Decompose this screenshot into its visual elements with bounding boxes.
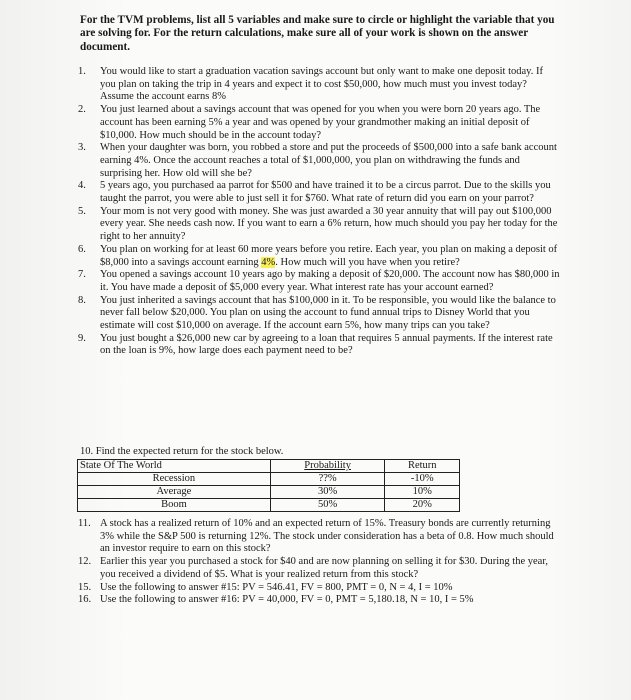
- question-text: You just inherited a savings account that has $100,000 in it. To be responsible, you would like the balance to never fall below $20,000. You plan on using the account to fund annual trips to Disney World that you estimate will cost $10,000 on average. If the account earn 5%, how many trips can you take?: [100, 294, 556, 332]
- table-row: [78, 486, 460, 499]
- column-header: Probability: [270, 460, 385, 473]
- table-cell: -10%: [385, 473, 460, 486]
- table-cell: 20%: [385, 499, 460, 512]
- question-text: 5 years ago, you purchased aa parrot for $500 and have trained it to be a circus parrot. Due to the skills you taught the parrot, you were able to just sell it for $760. What rate of return did you earn on your parrot?: [100, 180, 551, 205]
- question-number: 15.: [78, 581, 92, 593]
- question-number: 6.: [78, 243, 86, 255]
- question-text: When your daughter was born, you robbed a store and put the proceeds of $500,000 into a safe bank account earning 4%. Once the account reaches a total of $1,000,000, you plan on withdrawing the funds and surprising her. How old will she be?: [100, 142, 557, 179]
- table-row: [78, 499, 460, 512]
- instructions-heading: For the TVM problems, list all 5 variables and make sure to circle or highlight the variable that you are solving for. For the return calculations, make sure all of your work is shown on the answer document.: [80, 14, 555, 53]
- question-number: 3.: [78, 142, 86, 154]
- question-item: [78, 518, 560, 556]
- question-item: [78, 142, 560, 180]
- question-text: . How much will you have when you retire?: [275, 256, 460, 268]
- question-item: [78, 594, 560, 607]
- question-text: You plan on working for at least 60 more years before you retire. Each year, you plan on making a deposit of $8,000 into a savings account earning: [100, 243, 558, 268]
- question-text: A stock has a realized return of 10% and an expected return of 15%. Treasury bonds are currently returning 3% while the S&P 500 is returning 12%. The stock under consideration has a beta of 0.8. How much should an investor require to earn on this stock?: [100, 518, 554, 555]
- question-item: [78, 333, 560, 358]
- question-item: [78, 180, 560, 205]
- question-text: You opened a savings account 10 years ago by making a deposit of $20,000. The account now has $80,000 in it. You have made a deposit of $5,000 every year. What interest rate has your account earned?: [100, 269, 560, 293]
- question-number: 1.: [78, 66, 86, 77]
- stock-table-title: 10. Find the expected return for the stock below.: [80, 446, 284, 457]
- question-number: 8.: [78, 294, 86, 306]
- table-cell: 30%: [270, 486, 385, 499]
- question-list: [78, 66, 560, 358]
- stock-return-table: [77, 459, 460, 512]
- table-cell: Recession: [78, 473, 271, 486]
- table-cell: Boom: [78, 499, 271, 512]
- question-item: [78, 295, 560, 333]
- question-text: Earlier this year you purchased a stock for $40 and are now planning on selling it for $30. During the year, you received a dividend of $5. What is your realized return from this stock?: [100, 556, 549, 580]
- question-text: Your mom is not very good with money. She was just awarded a 30 year annuity that will pay out $100,000 every year. She needs cash now. If you want to earn a 6% return, how much should you pay her today for the right to her annuity?: [100, 205, 558, 243]
- question-text: You just learned about a savings account that was opened for you when you were born 20 years ago. The account has been earning 5% a year and was opened by your grandmother making an initial deposit of $10,000. How much should be in the account today?: [100, 104, 541, 141]
- question-text: Use the following to answer #16: PV = 40,000, FV = 0, PMT = 5,180.18, N = 10, I = 5%: [100, 594, 474, 606]
- question-item: [78, 269, 560, 294]
- question-list-continued: [78, 518, 560, 607]
- question-item: [78, 104, 560, 142]
- table-cell: Average: [78, 486, 271, 499]
- question-number: 12.: [78, 556, 92, 568]
- question-number: 2.: [78, 104, 86, 116]
- question-number: 11.: [78, 518, 91, 529]
- question-item: [78, 582, 560, 595]
- question-number: 7.: [78, 269, 86, 281]
- question-item: [78, 556, 560, 581]
- table-cell: ??%: [270, 473, 385, 486]
- highlighted-rate: 4%: [261, 256, 276, 268]
- question-text: You just bought a $26,000 new car by agreeing to a loan that requires 5 annual payments. If the interest rate on the loan is 9%, how large does each payment need to be?: [100, 332, 553, 357]
- question-text: Use the following to answer #15: PV = 546.41, FV = 800, PMT = 0, N = 4, I = 10%: [100, 581, 453, 593]
- question-number: 4.: [78, 180, 86, 192]
- table-cell: 10%: [385, 486, 460, 499]
- question-number: 5.: [78, 205, 86, 217]
- question-number: 9.: [78, 332, 86, 344]
- table-header-row: [78, 460, 460, 473]
- column-header: State Of The World: [78, 460, 271, 473]
- table-cell: 50%: [270, 499, 385, 512]
- question-number: 16.: [78, 594, 92, 606]
- question-item: [78, 244, 560, 269]
- question-text: You would like to start a graduation vacation savings account but only want to make one deposit today. If you plan on taking the trip in 4 years and expect it to cost $50,000, how much must you invest today? Assume the account earns 8%: [100, 66, 543, 103]
- question-item: [78, 206, 560, 244]
- question-item: [78, 66, 560, 104]
- column-header: Return: [385, 460, 460, 473]
- table-row: [78, 473, 460, 486]
